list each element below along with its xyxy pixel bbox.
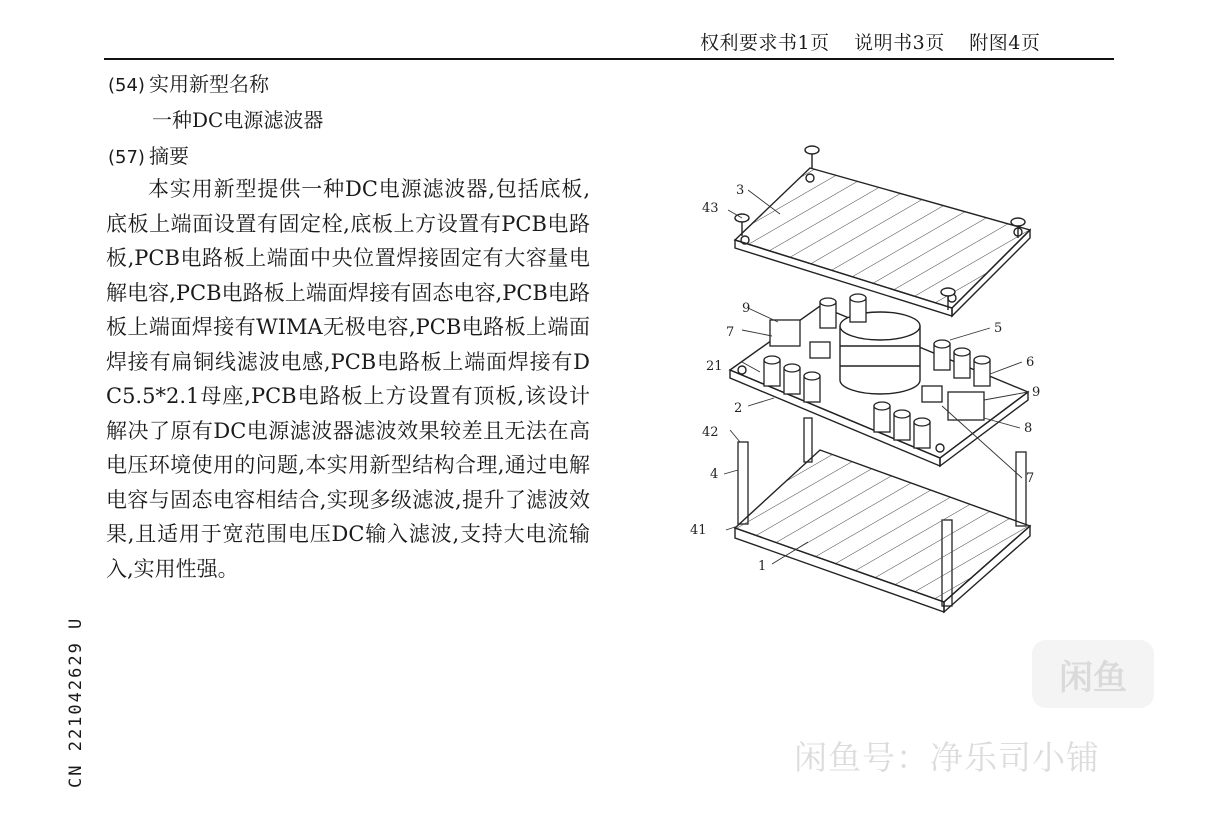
bottom-plate [735, 450, 1030, 612]
section-57-label: 摘要 [148, 144, 189, 168]
publication-number: CN 221042629 U [66, 616, 86, 788]
claims-pages: 权利要求书1页 [700, 32, 830, 54]
label-43: 43 [702, 201, 719, 216]
label-2: 2 [734, 401, 743, 416]
label-4: 4 [710, 467, 719, 482]
abstract-text: 本实用新型提供一种DC电源滤波器,包括底板,底板上端面设置有固定栓,底板上方设置有PCB电路板,PCB电路板上端面中央位置焊接固定有大容量电解电容,PCB电路板上端面焊接有固态电容,PCB电路板上端面焊接有WIMA无极电容,PCB电路板上端面焊接有扁铜线滤波电感,PCB电路板上端面焊接有DC5.5*2.1母座,PCB电路板上方设置有顶板,该设计解决了原有DC电源滤波器滤波效果较差且无法在高电压环境使用的问题,本实用新型结构合理,通过电解电容与固态电容相结合,实现多级滤波,提升了滤波效果,且适用于宽范围电压DC输入滤波,支持大电流输入,实用性强。 [106, 177, 590, 581]
label-5: 5 [994, 321, 1003, 336]
watermark-logo: 闲鱼 [1032, 640, 1154, 708]
description-pages: 说明书3页 [854, 32, 945, 54]
label-41: 41 [690, 523, 707, 538]
bulk-capacitor [840, 312, 920, 394]
label-21: 21 [706, 359, 723, 374]
section-57-code: (57) [108, 147, 145, 168]
section-57-heading [108, 140, 189, 169]
section-54-code: (54) [108, 75, 145, 96]
exploded-view-drawing [690, 130, 1070, 620]
utility-model-name: 一种DC电源滤波器 [152, 108, 324, 132]
section-54-heading [108, 68, 269, 97]
label-6: 6 [1026, 355, 1035, 370]
label-42: 42 [702, 425, 719, 440]
label-7-right: 7 [1026, 471, 1035, 486]
page-count-header [700, 28, 1058, 55]
drawings-pages: 附图4页 [969, 32, 1041, 54]
label-9-right: 9 [1032, 385, 1041, 400]
label-7-left: 7 [726, 325, 735, 340]
watermark-text: 闲鱼号：净乐司小铺 [794, 738, 1100, 777]
section-54-label: 实用新型名称 [148, 72, 269, 96]
exploded-view-figure [690, 130, 1070, 624]
top-plate [735, 168, 1030, 316]
header-rule [104, 58, 1114, 60]
label-8: 8 [1024, 421, 1033, 436]
label-9-left: 9 [742, 301, 751, 316]
label-1: 1 [758, 559, 767, 574]
label-3: 3 [736, 183, 745, 198]
